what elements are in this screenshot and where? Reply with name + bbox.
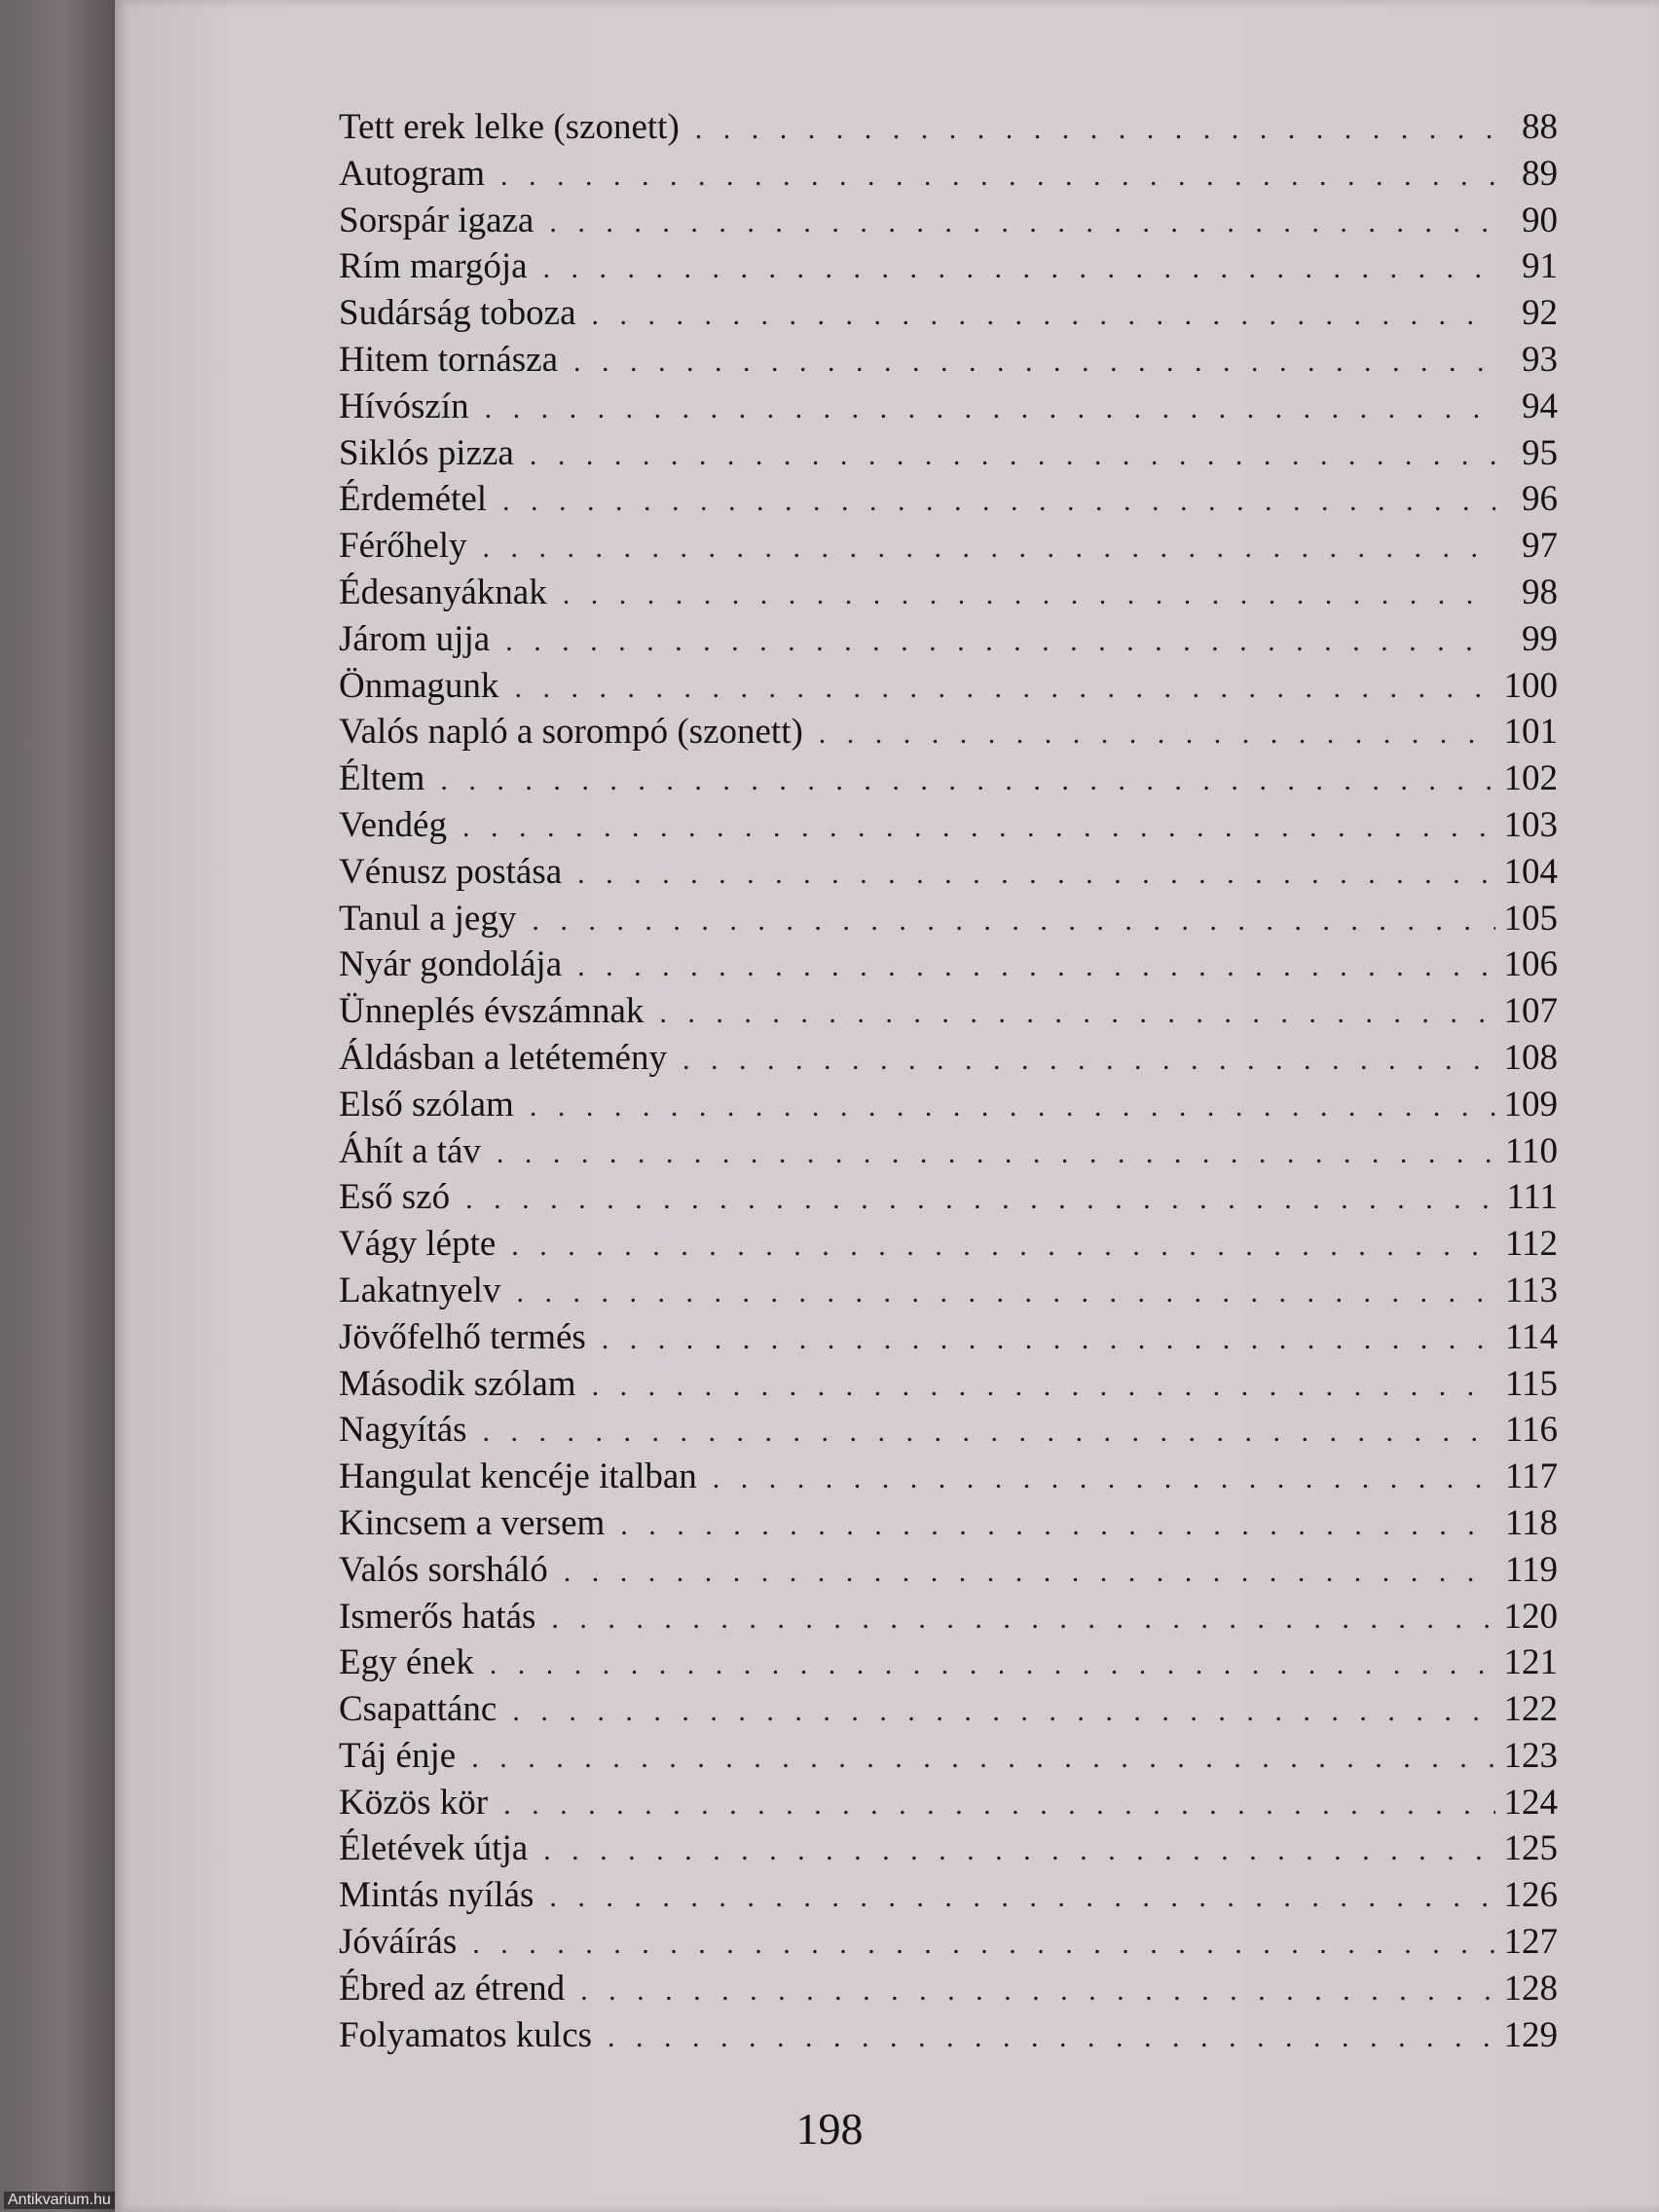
toc-dot-leader <box>483 1409 1495 1456</box>
toc-dot-leader <box>563 571 1495 618</box>
toc-entry-title: Csapattánc <box>339 1689 498 1730</box>
toc-entry-page: 123 <box>1503 1735 1558 1776</box>
toc-dot-leader <box>608 2014 1495 2061</box>
toc-entry-title: Nyár gondolája <box>339 944 563 985</box>
toc-entry-page: 116 <box>1504 1410 1558 1451</box>
toc-entry <box>339 337 1558 384</box>
toc-entry-page: 106 <box>1503 944 1558 985</box>
toc-entry-page: 96 <box>1522 479 1558 520</box>
toc-entry-title: Hangulat kencéje italban <box>339 1456 697 1497</box>
toc-entry-page: 107 <box>1503 991 1558 1032</box>
toc-entry <box>339 1640 1558 1686</box>
toc-dot-leader <box>503 1782 1495 1828</box>
toc-entry-page: 112 <box>1504 1224 1558 1265</box>
toc-entry <box>339 1686 1558 1733</box>
toc-entry-page: 105 <box>1503 898 1558 939</box>
toc-dot-leader <box>530 432 1495 479</box>
toc-dot-leader <box>485 386 1495 432</box>
toc-entry <box>339 2012 1558 2059</box>
toc-entry-title: Első szólam <box>339 1084 514 1124</box>
toc-entry-title: Sorspár igaza <box>339 200 535 240</box>
toc-dot-leader <box>516 1270 1495 1316</box>
toc-entry-title: Rím margója <box>339 246 528 287</box>
toc-dot-leader <box>530 1084 1495 1130</box>
toc-entry-page: 114 <box>1504 1316 1558 1357</box>
toc-dot-leader <box>512 1688 1495 1735</box>
toc-dot-leader <box>543 1827 1495 1874</box>
toc-entry <box>339 104 1558 151</box>
toc-dot-leader <box>472 1921 1495 1968</box>
toc-entry-title: Vénusz postása <box>339 851 563 892</box>
toc-entry-title: Ismerős hatás <box>339 1596 536 1637</box>
toc-entry <box>339 709 1558 756</box>
toc-entry <box>339 1128 1558 1175</box>
toc-entry-title: Közös kör <box>339 1782 489 1823</box>
toc-dot-leader <box>440 757 1495 804</box>
toc-entry-page: 100 <box>1503 665 1558 706</box>
toc-entry-title: Hívószín <box>339 386 469 426</box>
toc-dot-leader <box>532 898 1495 944</box>
toc-entry <box>339 1872 1558 1919</box>
toc-entry <box>339 802 1558 849</box>
toc-entry-title: Önmagunk <box>339 665 499 706</box>
toc-entry-page: 89 <box>1522 153 1558 194</box>
toc-entry-page: 113 <box>1504 1270 1558 1310</box>
toc-entry <box>339 616 1558 663</box>
toc-dot-leader <box>490 1641 1495 1688</box>
toc-entry <box>339 756 1558 802</box>
toc-entry <box>339 941 1558 988</box>
toc-dot-leader <box>592 1363 1495 1410</box>
toc-entry <box>339 1919 1558 1966</box>
toc-entry-title: Kincsem a versem <box>339 1502 606 1543</box>
toc-entry <box>339 476 1558 523</box>
toc-entry <box>339 1500 1558 1547</box>
toc-entry <box>339 1547 1558 1594</box>
toc-entry-title: Lakatnyelv <box>339 1270 501 1310</box>
toc-entry <box>339 896 1558 942</box>
toc-dot-leader <box>500 153 1495 200</box>
toc-entry-title: Tett erek lelke (szonett) <box>339 107 680 147</box>
toc-entry-title: Táj énje <box>339 1735 457 1776</box>
toc-entry-page: 119 <box>1504 1549 1558 1590</box>
toc-entry <box>339 1314 1558 1361</box>
toc-entry-title: Jóváírás <box>339 1922 458 1963</box>
toc-entry-title: Édesanyáknak <box>339 571 547 612</box>
toc-dot-leader <box>502 478 1495 525</box>
toc-entry-page: 117 <box>1504 1456 1558 1497</box>
toc-dot-leader <box>577 851 1495 898</box>
toc-entry <box>339 1361 1558 1408</box>
toc-entry-title: Vendég <box>339 804 447 845</box>
toc-entry <box>339 198 1558 244</box>
toc-entry-title: Siklós pizza <box>339 432 514 473</box>
watermark: Antikvarium.hu <box>4 2192 115 2209</box>
page-number: 198 <box>795 2104 864 2154</box>
toc-entry-page: 122 <box>1503 1689 1558 1730</box>
toc-entry <box>339 570 1558 616</box>
toc-dot-leader <box>695 106 1495 153</box>
toc-dot-leader <box>462 804 1495 851</box>
toc-dot-leader <box>511 1223 1495 1270</box>
toc-entry-title: Eső szó <box>339 1177 451 1218</box>
toc-entry <box>339 1268 1558 1314</box>
toc-entry-page: 93 <box>1522 339 1558 380</box>
toc-dot-leader <box>551 1596 1495 1642</box>
toc-entry-page: 109 <box>1503 1084 1558 1124</box>
toc-dot-leader <box>471 1735 1495 1782</box>
toc-entry-title: Valós sorsháló <box>339 1549 548 1590</box>
toc-entry-title: Jövőfelhő termés <box>339 1316 586 1357</box>
toc-entry <box>339 849 1558 896</box>
toc-dot-leader <box>577 943 1495 990</box>
toc-entry-page: 103 <box>1503 804 1558 845</box>
toc-entry-page: 110 <box>1504 1130 1558 1171</box>
toc-dot-leader <box>682 1037 1495 1084</box>
toc-dot-leader <box>465 1176 1495 1223</box>
toc-entry <box>339 1407 1558 1454</box>
toc-entry <box>339 430 1558 477</box>
toc-dot-leader <box>505 618 1495 665</box>
toc-entry-page: 125 <box>1503 1828 1558 1869</box>
toc-entry-page: 90 <box>1522 200 1558 240</box>
toc-entry <box>339 384 1558 430</box>
toc-entry-page: 88 <box>1522 107 1558 147</box>
toc-entry <box>339 1733 1558 1780</box>
toc-entry-title: Férőhely <box>339 526 467 567</box>
toc-entry-title: Mintás nyílás <box>339 1875 535 1916</box>
book-spine <box>0 0 115 2212</box>
toc-entry <box>339 1454 1558 1500</box>
toc-entry-title: Nagyítás <box>339 1410 467 1451</box>
toc-entry-page: 91 <box>1522 246 1558 287</box>
toc-dot-leader <box>497 1130 1495 1177</box>
toc-entry-title: Életévek útja <box>339 1828 529 1869</box>
toc-entry-title: Sudárság toboza <box>339 293 576 334</box>
toc-entry-page: 94 <box>1522 386 1558 426</box>
toc-entry-page: 118 <box>1504 1502 1558 1543</box>
toc-entry-page: 127 <box>1503 1922 1558 1963</box>
toc-dot-leader <box>543 245 1495 292</box>
toc-entry <box>339 988 1558 1035</box>
toc-entry <box>339 1221 1558 1268</box>
toc-entry-title: Áldásban a letétemény <box>339 1037 667 1078</box>
toc-entry-page: 121 <box>1503 1642 1558 1683</box>
toc-entry-title: Éltem <box>339 758 425 799</box>
toc-entry-title: Tanul a jegy <box>339 898 517 939</box>
toc-entry-title: Vágy lépte <box>339 1224 497 1265</box>
toc-entry-page: 99 <box>1522 618 1558 659</box>
toc-dot-leader <box>549 1874 1495 1921</box>
toc-entry <box>339 1035 1558 1082</box>
toc-entry-title: Áhít a táv <box>339 1130 481 1171</box>
toc-dot-leader <box>713 1456 1495 1502</box>
toc-entry-page: 97 <box>1522 526 1558 567</box>
toc-dot-leader <box>580 1968 1495 2014</box>
toc-entry-title: Második szólam <box>339 1363 576 1404</box>
toc-dot-leader <box>549 200 1495 246</box>
toc-entry-page: 128 <box>1503 1968 1558 2009</box>
toc-dot-leader <box>564 1549 1495 1596</box>
toc-entry <box>339 1825 1558 1872</box>
toc-entry <box>339 1174 1558 1221</box>
toc-entry-page: 115 <box>1504 1363 1558 1404</box>
toc-dot-leader <box>592 292 1495 339</box>
toc-dot-leader <box>659 990 1495 1037</box>
toc-entry <box>339 663 1558 710</box>
toc-entry-page: 126 <box>1503 1875 1558 1916</box>
toc-entry-page: 120 <box>1503 1596 1558 1637</box>
toc-entry-title: Hitem tornásza <box>339 339 558 380</box>
toc-entry-page: 129 <box>1503 2014 1558 2055</box>
toc-entry-page: 95 <box>1522 432 1558 473</box>
toc-entry-page: 92 <box>1522 293 1558 334</box>
toc-dot-leader <box>573 339 1495 386</box>
toc-entry-title: Egy ének <box>339 1642 474 1683</box>
toc-entry <box>339 523 1558 570</box>
toc-entry-title: Érdemétel <box>339 479 488 520</box>
toc-entry-page: 102 <box>1503 758 1558 799</box>
toc-entry-page: 124 <box>1503 1782 1558 1823</box>
toc-dot-leader <box>483 525 1495 571</box>
toc-dot-leader <box>602 1316 1495 1363</box>
toc-entry <box>339 290 1558 337</box>
toc-entry-title: Valós napló a sorompó (szonett) <box>339 712 803 753</box>
toc-entry-page: 104 <box>1503 851 1558 892</box>
toc-entry-page: 108 <box>1503 1037 1558 1078</box>
toc-entry-title: Folyamatos kulcs <box>339 2014 593 2055</box>
toc-entry-title: Járom ujja <box>339 618 491 659</box>
toc-dot-leader <box>514 665 1495 712</box>
toc-entry-page: 98 <box>1522 571 1558 612</box>
toc-entry-page: 111 <box>1506 1177 1558 1218</box>
toc-entry <box>339 151 1558 198</box>
toc-dot-leader <box>819 711 1495 757</box>
toc-entry-title: Ébred az étrend <box>339 1968 566 2009</box>
toc-entry-title: Autogram <box>339 153 486 194</box>
toc-entry <box>339 1594 1558 1641</box>
toc-entry <box>339 1082 1558 1128</box>
toc-entry <box>339 1966 1558 2012</box>
toc-entry <box>339 1780 1558 1826</box>
table-of-contents <box>339 104 1558 2058</box>
toc-entry-page: 101 <box>1503 712 1558 753</box>
toc-entry-title: Ünneplés évszámnak <box>339 991 645 1032</box>
toc-entry <box>339 243 1558 290</box>
toc-dot-leader <box>620 1502 1495 1549</box>
